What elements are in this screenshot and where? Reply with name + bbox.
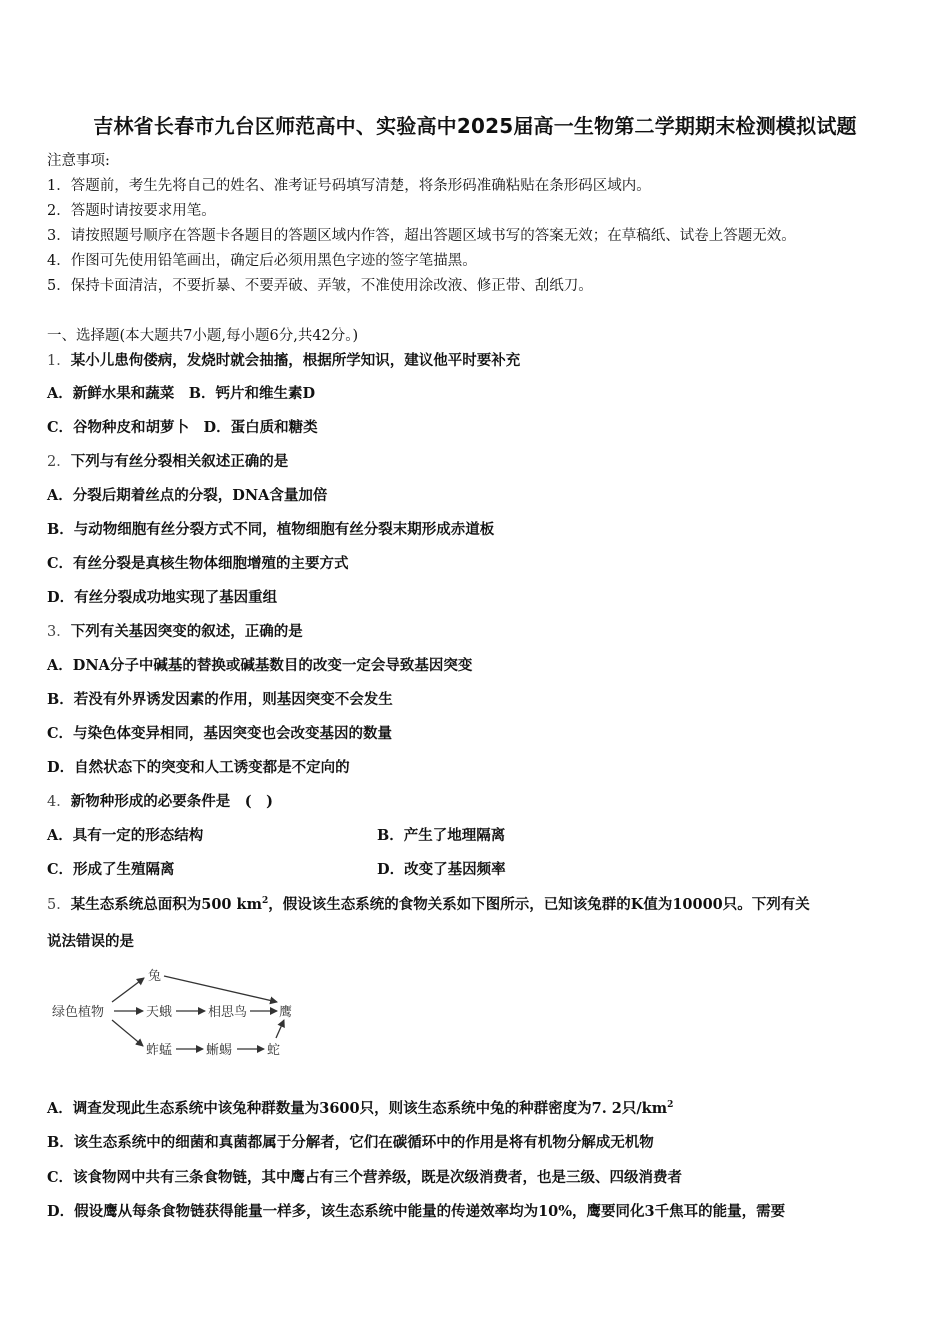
option-c: C．有丝分裂是真核生物体细胞增殖的主要方式 (47, 555, 349, 572)
option-b: B．该生态系统中的细菌和真菌都属于分解者，它们在碳循环中的作用是将有机物分解成无机物 (47, 1134, 654, 1151)
question-stem-line-2: 说法错误的是 (47, 933, 134, 950)
question-stem: 下列有关基因突变的叙述，正确的是 (70, 623, 303, 640)
option-row: A．新鲜水果和蔬菜 B．钙片和维生素D (47, 385, 316, 402)
question-1 (47, 351, 520, 371)
option-d: D．自然状态下的突变和人工诱变都是不定向的 (47, 759, 350, 776)
question-number: 1． (47, 353, 71, 369)
option-b: B．若没有外界诱发因素的作用，则基因突变不会发生 (47, 691, 393, 708)
question-stem: 新物种形成的必要条件是 ( ) (70, 793, 273, 810)
question-number: 3． (47, 624, 71, 640)
page-title: 吉林省长春市九台区师范高中、实验高中2025届高一生物第二学期期末检测模拟试题 (93, 114, 857, 138)
node-swan: 天蛾 (146, 1005, 173, 1020)
question-stem-part-2: ，假设该生态系统的食物关系如下图所示，已知该兔群的K值为10000只。下列有关 (268, 896, 810, 913)
option-d: D．假设鹰从每条食物链获得能量一样多，该生态系统中能量的传递效率均为10%，鹰要同化3千焦耳的能量，需要 (47, 1203, 786, 1220)
question-number: 2． (47, 454, 71, 470)
food-web-diagram (48, 962, 308, 1062)
question-stem: 下列与有丝分裂相关叙述正确的是 (70, 453, 289, 470)
option-a: A．分裂后期着丝点的分裂，DNA含量加倍 (47, 487, 328, 504)
node-lizard: 蜥蜴 (206, 1043, 233, 1058)
option-row: C．谷物种皮和胡萝卜 D．蛋白质和糖类 (47, 419, 318, 436)
question-stem: 某小儿患佝偻病，发烧时就会抽搐，根据所学知识，建议他平时要补充 (70, 352, 521, 369)
superscript: 2 (261, 896, 269, 907)
node-producer: 绿色植物 (52, 1005, 105, 1020)
notice-item-4: 4．作图可先使用铅笔画出，确定后必须用黑色字迹的签字笔描黑。 (47, 253, 477, 269)
node-snake: 蛇 (267, 1043, 281, 1058)
option-a: A．DNA分子中碱基的替换或碱基数目的改变一定会导致基因突变 (47, 657, 473, 674)
option-c: C．该食物网中共有三条食物链，其中鹰占有三个营养级，既是次级消费者，也是三级、四级消费者 (47, 1169, 683, 1186)
node-bird: 相思鸟 (208, 1005, 248, 1020)
node-eagle: 鹰 (279, 1005, 293, 1020)
arrow-snake-eagle (276, 1020, 284, 1038)
notice-item-3: 3．请按照题号顺序在答题卡各题目的答题区域内作答，超出答题区域书写的答案无效；在草稿纸、试卷上答题无效。 (47, 228, 796, 244)
notice-item-5: 5．保持卡面清洁，不要折暴、不要弄破、弄皱，不准使用涂改液、修正带、刮纸刀。 (47, 278, 593, 294)
option-b: B．产生了地理隔离 (377, 827, 506, 844)
question-5 (47, 895, 810, 915)
option-a (47, 1099, 673, 1119)
option-d: D．改变了基因频率 (377, 861, 506, 878)
notice-heading: 注意事项: (47, 153, 110, 169)
node-rabbit: 兔 (148, 969, 162, 984)
option-a-text: A．调查发现此生态系统中该兔种群数量为3600只，则该生态系统中兔的种群密度为7. 2只/km (47, 1100, 668, 1117)
option-d: D．有丝分裂成功地实现了基因重组 (47, 589, 278, 606)
option-b: B．与动物细胞有丝分裂方式不同，植物细胞有丝分裂末期形成赤道板 (47, 521, 495, 538)
question-3 (47, 622, 303, 642)
arrow-producer-rabbit (112, 978, 144, 1002)
notice-item-1: 1．答题前，考生先将自己的姓名、准考证号码填写清楚，将条形码准确粘贴在条形码区域内。 (47, 178, 651, 194)
option-c: C．形成了生殖隔离 (47, 861, 175, 878)
option-a: A．具有一定的形态结构 (47, 827, 204, 844)
node-grasshopper: 蚱蜢 (146, 1043, 173, 1058)
question-2 (47, 452, 288, 472)
question-stem-part-1: 某生态系统总面积为500 km (70, 896, 262, 913)
question-number: 4． (47, 794, 71, 810)
arrow-rabbit-eagle (164, 976, 277, 1002)
arrow-producer-grasshopper (112, 1020, 143, 1046)
superscript: 2 (667, 1100, 674, 1111)
option-c: C．与染色体变异相同，基因突变也会改变基因的数量 (47, 725, 393, 742)
question-4 (47, 792, 273, 812)
notice-item-2: 2．答题时请按要求用笔。 (47, 203, 216, 219)
question-number: 5． (47, 897, 71, 913)
section-heading: 一、选择题(本大题共7小题,每小题6分,共42分。) (47, 328, 359, 344)
